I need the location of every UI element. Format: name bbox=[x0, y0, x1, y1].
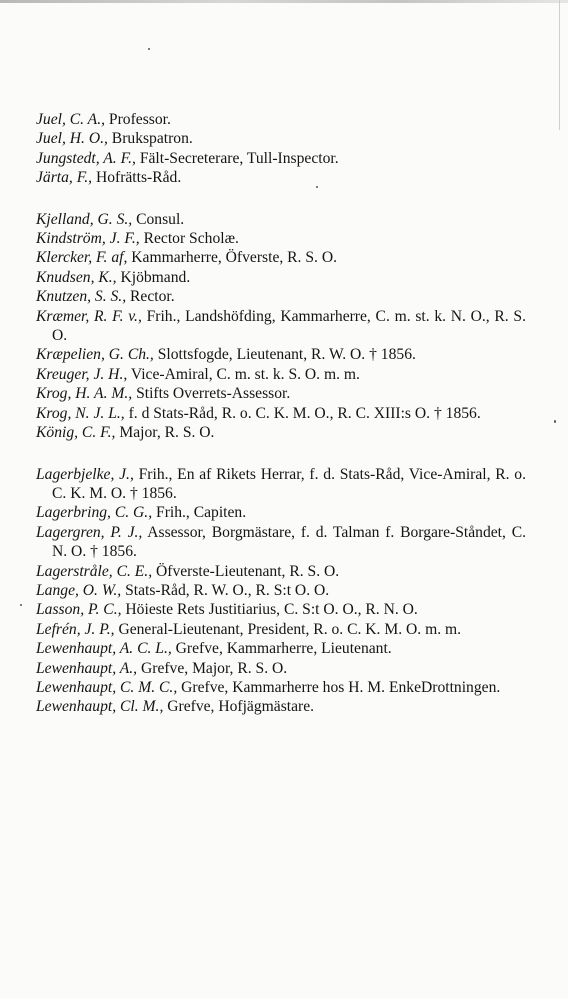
entry-name: Kræpelien, G. Ch., bbox=[36, 346, 154, 364]
entry-name: Järta, F., bbox=[36, 169, 93, 187]
entry-text: Öfverste-Lieutenant, R. S. O. bbox=[156, 562, 340, 580]
entry-text: General-Lieutenant, President, R. o. C. K. M. O. m. m. bbox=[118, 620, 462, 638]
entry-name: Jungstedt, A. F., bbox=[36, 149, 136, 167]
scan-speck bbox=[148, 48, 150, 50]
entry-name: Knudsen, K., bbox=[36, 268, 117, 286]
entry-name: Lagerbjelke, J., bbox=[36, 465, 134, 483]
list-item bbox=[36, 268, 526, 287]
list-item bbox=[36, 287, 526, 306]
list-item bbox=[36, 248, 526, 267]
scan-speck bbox=[316, 186, 318, 188]
section-j bbox=[36, 110, 526, 188]
section-k bbox=[36, 210, 526, 443]
entry-text: Stifts Overrets-Assessor. bbox=[136, 385, 291, 403]
entry-text: Kjöbmand. bbox=[120, 268, 191, 286]
document-page bbox=[36, 110, 526, 739]
list-item bbox=[36, 678, 526, 697]
entry-name: Lewenhaupt, A., bbox=[36, 659, 138, 677]
entry-text: Professor. bbox=[108, 111, 171, 128]
list-item bbox=[36, 697, 526, 716]
list-item bbox=[36, 129, 526, 148]
entry-text: Frih., En af Rikets Herrar, f. d. Stats-Råd, Vice-Amiral, R. o. C. K. M. O. † 1856. bbox=[52, 465, 526, 502]
list-item bbox=[36, 581, 526, 600]
entry-name: König, C. F., bbox=[36, 424, 116, 442]
entry-text: Grefve, Kammarherre hos H. M. EnkeDrottningen. bbox=[181, 678, 501, 696]
entry-text: Kammarherre, Öfverste, R. S. O. bbox=[131, 249, 337, 267]
scan-speck bbox=[20, 604, 22, 606]
list-item bbox=[36, 365, 526, 384]
list-item bbox=[36, 229, 526, 248]
list-item bbox=[36, 210, 526, 229]
entry-name: Knutzen, S. S., bbox=[36, 288, 127, 306]
entry-name: Lewenhaupt, C. M. C., bbox=[36, 678, 178, 696]
entry-name: Lefrén, J. P., bbox=[36, 620, 115, 638]
scan-speck bbox=[554, 420, 556, 423]
entry-name: Lagerstråle, C. E., bbox=[36, 562, 153, 580]
list-item bbox=[36, 423, 526, 442]
entry-name: Lewenhaupt, A. C. L., bbox=[36, 640, 172, 658]
entry-name: Lewenhaupt, Cl. M., bbox=[36, 698, 164, 716]
entry-name: Kræmer, R. F. v., bbox=[36, 307, 142, 325]
entry-text: Assessor, Borgmästare, f. d. Talman f. Borgare-Ståndet, C. N. O. † 1856. bbox=[52, 523, 526, 561]
entry-text: Slottsfogde, Lieutenant, R. W. O. † 1856. bbox=[157, 346, 416, 364]
entry-text: Grefve, Kammarherre, Lieutenant. bbox=[175, 640, 392, 658]
list-item bbox=[36, 465, 526, 504]
entry-name: Juel, C. A., bbox=[36, 111, 106, 128]
list-item bbox=[36, 562, 526, 581]
entry-name: Kjelland, G. S., bbox=[36, 210, 133, 228]
entry-text: Höieste Rets Justitiarius, C. S:t O. O., R. N. O. bbox=[125, 601, 418, 619]
entry-text: Frih., Landshöfding, Kammarherre, C. m. st. k. N. O., R. S. O. bbox=[52, 307, 527, 345]
entry-text: Brukspatron. bbox=[111, 130, 193, 148]
list-item bbox=[36, 110, 526, 129]
entry-text: Fält-Secreterare, Tull-Inspector. bbox=[139, 149, 339, 167]
entry-name: Klercker, F. af, bbox=[36, 249, 128, 267]
entry-text: f. d Stats-Råd, R. o. C. K. M. O., R. C. XIII:s O. † 1856. bbox=[128, 404, 481, 422]
list-item bbox=[36, 384, 526, 403]
entry-name: Juel, H. O., bbox=[36, 130, 108, 148]
list-item bbox=[36, 639, 526, 658]
list-item bbox=[36, 345, 526, 364]
entry-name: Lasson, P. C., bbox=[36, 601, 122, 619]
scan-right-edge bbox=[559, 0, 560, 130]
entry-text: Stats-Råd, R. W. O., R. S:t O. O. bbox=[125, 581, 330, 599]
list-item bbox=[36, 523, 526, 562]
list-item bbox=[36, 307, 526, 346]
list-item bbox=[36, 503, 526, 522]
entry-text: Rector Scholæ. bbox=[143, 230, 239, 248]
list-item bbox=[36, 149, 526, 168]
section-l bbox=[36, 465, 526, 717]
scan-top-edge bbox=[0, 0, 568, 3]
entry-name: Krog, H. A. M., bbox=[36, 385, 133, 403]
entry-text: Hofrätts-Råd. bbox=[95, 169, 182, 187]
list-item bbox=[36, 404, 526, 423]
entry-text: Frih., Capiten. bbox=[156, 504, 247, 522]
entry-text: Grefve, Hofjägmästare. bbox=[167, 698, 315, 716]
entry-name: Lagergren, P. J., bbox=[36, 523, 143, 541]
entry-name: Kindström, J. F., bbox=[36, 230, 140, 248]
entry-name: Lange, O. W., bbox=[36, 581, 122, 599]
list-item bbox=[36, 600, 526, 619]
entry-name: Lagerbring, C. G., bbox=[36, 504, 153, 522]
entry-text: Vice-Amiral, C. m. st. k. S. O. m. m. bbox=[130, 365, 360, 383]
entry-text: Grefve, Major, R. S. O. bbox=[140, 659, 288, 677]
list-item bbox=[36, 168, 526, 187]
entry-text: Consul. bbox=[136, 210, 185, 228]
entry-text: Major, R. S. O. bbox=[119, 424, 215, 442]
list-item bbox=[36, 659, 526, 678]
list-item bbox=[36, 620, 526, 639]
entry-name: Krog, N. J. L., bbox=[36, 404, 125, 422]
entry-name: Kreuger, J. H., bbox=[36, 365, 128, 383]
entry-text: Rector. bbox=[130, 288, 175, 306]
